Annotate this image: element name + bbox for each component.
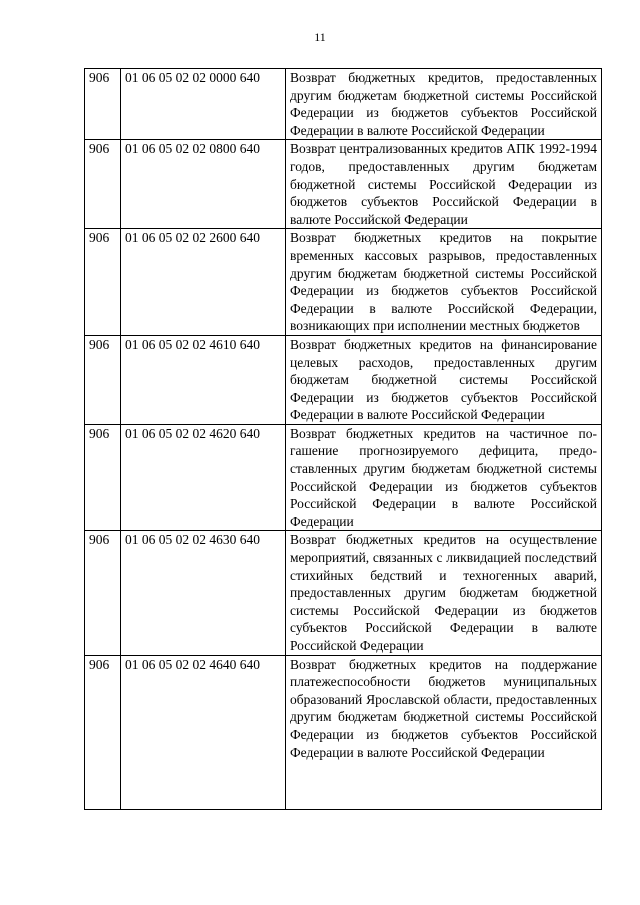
admin-code-cell: 906 xyxy=(85,69,121,140)
budget-classification-code-cell: 01 06 05 02 02 4640 640 xyxy=(121,655,286,809)
budget-code-table xyxy=(84,68,602,810)
table-row xyxy=(85,655,602,809)
budget-classification-code-cell: 01 06 05 02 02 4610 640 xyxy=(121,335,286,424)
admin-code-cell: 906 xyxy=(85,655,121,809)
admin-code-cell: 906 xyxy=(85,229,121,336)
source-name-cell: Возврат бюджетных кредитов на частичное погашение прогнозируемого дефицита, предоставленных другим бюджетам бюджетной системы Российской Федерации из бюджетов субъектов Российской Федерации в валюте Российской Федерации xyxy=(286,424,602,531)
table-row xyxy=(85,69,602,140)
budget-classification-code-cell: 01 06 05 02 02 4620 640 xyxy=(121,424,286,531)
source-name-cell: Возврат бюджетных кредитов, предоставленных другим бюджетам бюджетной системы Российской Федерации из бюджетов субъектов Российской Федерации в валюте Российской Федерации xyxy=(286,69,602,140)
source-name-cell: Возврат бюджетных кредитов на покрытие временных кассовых разрывов, предоставленных другим бюджетам бюджетной системы Российской Федерации из бюджетов субъектов Российской Федерации в валюте Российской Федерации, возникающих при исполнении местных бюджетов xyxy=(286,229,602,336)
table-row xyxy=(85,424,602,531)
source-name-cell: Возврат централизованных кредитов АПК 1992-1994 годов, предоставленных другим бюджетам бюджетной системы Российской Федерации из бюджетов субъектов Российской Федерации в валюте Российской Федерации xyxy=(286,140,602,229)
admin-code-cell: 906 xyxy=(85,531,121,655)
admin-code-cell: 906 xyxy=(85,424,121,531)
admin-code-cell: 906 xyxy=(85,140,121,229)
budget-classification-code-cell: 01 06 05 02 02 0000 640 xyxy=(121,69,286,140)
budget-classification-code-cell: 01 06 05 02 02 0800 640 xyxy=(121,140,286,229)
budget-classification-code-cell: 01 06 05 02 02 4630 640 xyxy=(121,531,286,655)
table-row xyxy=(85,531,602,655)
admin-code-cell: 906 xyxy=(85,335,121,424)
source-name-cell: Возврат бюджетных кредитов на поддержание платежеспособности бюджетов муниципальных образований Ярославской области, предоставленных другим бюджетам бюджетной системы Российской Федерации из бюджетов субъектов Российской Федерации в валюте Российской Федерации xyxy=(286,655,602,809)
table-row xyxy=(85,229,602,336)
table-row xyxy=(85,335,602,424)
source-name-cell: Возврат бюджетных кредитов на осуществление мероприятий, связанных с ликвидацией последствий стихийных бедствий и техногенных аварий, предоставленных другим бюджетам бюджетной системы Российской Федерации из бюджетов субъектов Российской Федерации в валюте Российской Федерации xyxy=(286,531,602,655)
page-number: 11 xyxy=(314,30,326,44)
budget-classification-code-cell: 01 06 05 02 02 2600 640 xyxy=(121,229,286,336)
table-row xyxy=(85,140,602,229)
source-name-cell: Возврат бюджетных кредитов на финансирование целевых расходов, предоставленных другим бюджетам бюджетной системы Российской Федерации из бюджетов субъектов Российской Федерации в валюте Российской Федерации xyxy=(286,335,602,424)
